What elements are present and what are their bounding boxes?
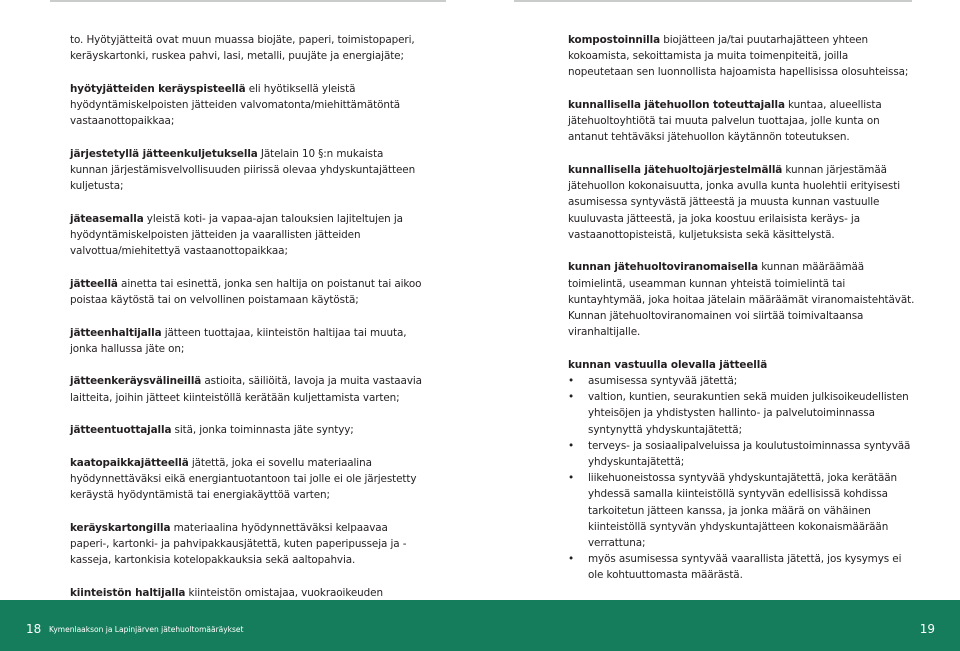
left-column bbox=[70, 32, 422, 634]
definition-text: kunnan määräämää toimielintä, useamman kunnan yhteistä toimielintä tai kuntayhtymää, joka hoitaa jätelain määräämät viranomaistehtävät. Kunnan jätehuoltoviranomainen voi siirtää toimivaltaansa viranhaltijalle. bbox=[568, 261, 915, 339]
definition-term: kompostoinnilla bbox=[568, 34, 661, 46]
vastuu-heading: kunnan vastuulla olevalla jätteellä bbox=[568, 358, 768, 371]
definition-text: yleistä koti- ja vapaa-ajan talouksien lajiteltujen ja hyödyntämiskelpoisten jätteiden ja vaarallisten jätteiden valvottua/miehitettyä vastaanottopaikkaa; bbox=[70, 212, 403, 258]
vastuu-item-text: myös asumisessa syntyvää vaarallista jätettä, jos kysymys ei ole kohtuuttomasta määrästä. bbox=[588, 553, 902, 582]
publication-title: Kymenlaakson ja Lapinjärven jätehuoltomääräykset bbox=[49, 625, 244, 634]
definition-term: jäteasemalla bbox=[70, 212, 144, 225]
definition-paragraph bbox=[70, 520, 422, 569]
definition-term: jätteentuottajalla bbox=[70, 424, 172, 437]
definition-term: keräyskartongilla bbox=[70, 521, 171, 534]
vastuu-section bbox=[568, 357, 916, 584]
top-rule-left bbox=[50, 0, 446, 2]
definition-term: jätteenkeräysvälineillä bbox=[70, 375, 202, 388]
vastuu-item-text: valtion, kuntien, seurakuntien sekä muiden julkisoikeudellisten yhteisöjen ja yhdistysten hallinto- ja palvelutoiminnassa syntynyttä yhdyskuntajätettä; bbox=[588, 391, 909, 436]
definition-text: Jätelain 10 §:n mukaista kunnan järjestämisvelvollisuuden piirissä olevaa yhdyskuntajätteen kuljetusta; bbox=[70, 147, 416, 193]
definition-text: jätettä, joka ei sovellu materiaalina hyödynnettäväksi eikä energiantuotantoon tai jolle ei ole järjestetty keräystä hyödyntämistä tai energiakäyttöä varten; bbox=[70, 456, 417, 502]
definition-paragraph bbox=[568, 162, 916, 243]
vastuu-list-item bbox=[568, 470, 916, 551]
definition-term: kunnallisella jätehuoltojärjestelmällä bbox=[568, 164, 783, 176]
left-definitions bbox=[70, 81, 422, 617]
bullet-icon: • bbox=[568, 391, 575, 404]
page-number-left: 18 bbox=[26, 622, 42, 636]
definition-term: hyötyjätteiden keräyspisteellä bbox=[70, 82, 246, 95]
definition-term: kaatopaikkajätteellä bbox=[70, 456, 189, 469]
definition-paragraph bbox=[70, 325, 422, 357]
definition-text: sitä, jonka toiminnasta jäte syntyy; bbox=[171, 424, 354, 437]
vastuu-list bbox=[568, 373, 916, 584]
vastuu-list-item bbox=[568, 551, 916, 583]
definition-paragraph bbox=[70, 276, 422, 308]
definition-term: jätteellä bbox=[70, 277, 118, 290]
definition-text: astioita, säiliöitä, lavoja ja muita vastaavia laitteita, joihin jätteet kiinteistöllä kerätään kuljettamista varten; bbox=[70, 375, 422, 404]
bullet-icon: • bbox=[568, 472, 575, 485]
definition-text: kiinteistön omistajaa, vuokraoikeuden bbox=[188, 586, 383, 599]
definition-term: kunnan jätehuoltoviranomaisella bbox=[568, 261, 758, 274]
bullet-icon: • bbox=[568, 553, 575, 566]
definition-term: kiinteistön haltijalla bbox=[70, 586, 186, 599]
definition-paragraph bbox=[70, 422, 422, 438]
definition-text: jätteen tuottajaa, kiinteistön haltijaa tai muuta, jonka hallussa jäte on; bbox=[70, 326, 407, 355]
definition-paragraph bbox=[568, 32, 916, 81]
definition-paragraph bbox=[70, 211, 422, 260]
vastuu-item-text: liikehuoneistossa syntyvää yhdyskuntajätettä, joka kerätään yhdessä samalla kiinteistöllä syntyvän edellisissä kohdissa tarkoitetun jätteen kanssa, ja jonka määrä on vähäinen kiinteistöllä syntyvän yhdyskuntajätteen kokonaismäärään verrattuna; bbox=[588, 472, 897, 550]
bullet-icon: • bbox=[568, 439, 575, 452]
definition-term: kunnallisella jätehuollon toteuttajalla bbox=[568, 99, 785, 111]
definition-text: materiaalina hyödynnettäväksi kelpaavaa paperi-, kartonki- ja pahvipakkausjätettä, kuten paperipusseja ja -kasseja, kartonkisia kotelopakkauksia sekä aaltopahvia. bbox=[70, 521, 407, 567]
vastuu-list-item bbox=[568, 373, 916, 389]
definition-paragraph bbox=[568, 97, 916, 146]
intro-paragraph: to. Hyötyjätteitä ovat muun muassa biojäte, paperi, toimistopaperi, keräyskartonki, ruskea pahvi, lasi, metalli, puujäte ja energiajäte; bbox=[70, 34, 415, 63]
right-column bbox=[568, 32, 916, 584]
definition-paragraph bbox=[70, 455, 422, 504]
definition-text: eli hyötiksellä yleistä hyödyntämiskelpoisten jätteiden valvomatonta/miehittämätöntä vastaanottopaikkaa; bbox=[70, 82, 401, 128]
definition-text: kunnan järjestämää jätehuollon kokonaisuutta, jonka avulla kunta huolehtii erityisesti asumisessa syntyvästä jätteestä ja muusta kunnan vastuulle kuuluvasta jätteestä, ja joka koostuu erilaisista keräys- ja vastaanottopisteistä, kuljetuksista sekä käsittelystä. bbox=[568, 164, 900, 241]
definition-paragraph bbox=[568, 259, 916, 340]
vastuu-item-text: asumisessa syntyvää jätettä; bbox=[588, 375, 738, 388]
definition-term: järjestetyllä jätteenkuljetuksella bbox=[70, 147, 258, 160]
definition-text: ainetta tai esinettä, jonka sen haltija on poistanut tai aikoo poistaa käytöstä tai on velvollinen poistamaan käytöstä; bbox=[70, 277, 422, 306]
definition-term: jätteenhaltijalla bbox=[70, 326, 162, 339]
definition-text: kuntaa, alueellista jätehuoltoyhtiötä tai muuta palvelun tuottajaa, jolle kunta on antanut tehtäväksi jätehuollon käytännön toteutuksen. bbox=[568, 99, 882, 144]
vastuu-item-text: terveys- ja sosiaalipalveluissa ja koulutustoiminnassa syntyvää yhdyskuntajätettä; bbox=[588, 439, 911, 469]
definition-paragraph bbox=[70, 146, 422, 195]
definition-text: biojätteen ja/tai puutarhajätteen yhteen kokoamista, sekoittamista ja muita toimenpiteitä, joilla nopeutetaan sen luonnollista hajoamista hapellisissa olosuhteissa; bbox=[568, 34, 909, 79]
vastuu-list-item bbox=[568, 438, 916, 470]
definition-paragraph bbox=[70, 81, 422, 130]
footer-bar bbox=[0, 600, 960, 651]
top-rule-right bbox=[514, 0, 912, 2]
right-definitions bbox=[568, 32, 916, 340]
page-number-right: 19 bbox=[919, 622, 935, 636]
vastuu-list-item bbox=[568, 389, 916, 438]
definition-paragraph bbox=[70, 373, 422, 405]
bullet-icon: • bbox=[568, 375, 575, 388]
